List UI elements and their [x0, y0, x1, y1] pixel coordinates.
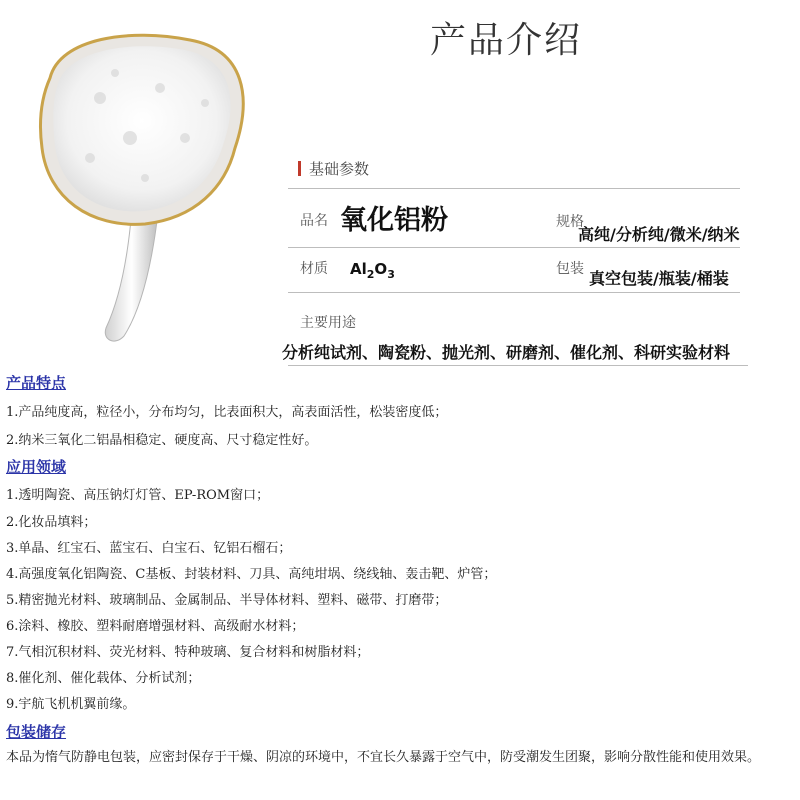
- basic-params-title: 基础参数: [309, 160, 370, 178]
- features-heading: 产品特点: [6, 374, 67, 392]
- spec-value: 高纯/分析纯/微米/纳米: [578, 225, 740, 244]
- application-item: 6.涂料、橡胶、塑料耐磨增强材料、高级耐水材料；: [6, 619, 305, 634]
- use-value: 分析纯试剂、陶瓷粉、抛光剂、研磨剂、催化剂、科研实验材料: [282, 343, 731, 362]
- divider: [288, 365, 748, 366]
- accent-bar: [298, 161, 301, 176]
- feature-item: 1.产品纯度高，粒径小，分布均匀，比表面积大，高表面活性，松装密度低；: [6, 405, 448, 420]
- applications-heading: 应用领域: [6, 458, 67, 476]
- formula-o: O: [374, 260, 388, 278]
- name-label: 品名: [300, 213, 328, 229]
- storage-text: 本品为惰气防静电包装，应密封保存于干燥、阴凉的环境中，不宜长久暴露于空气中，防受潮发生团聚，影响分散性能和使用效果。: [6, 750, 761, 765]
- formula-sub-2: 2: [366, 268, 375, 281]
- application-item: 4.高强度氧化铝陶瓷、C基板、封装材料、刀具、高纯坩埚、绕线轴、轰击靶、炉管；: [6, 567, 497, 582]
- divider: [288, 292, 740, 293]
- package-label: 包装: [556, 261, 584, 277]
- features-section: [6, 372, 796, 393]
- application-item: 2.化妆品填料；: [6, 515, 97, 530]
- product-name: 氧化铝粉: [340, 205, 448, 236]
- package-value: 真空包装/瓶装/桶装: [589, 269, 729, 288]
- page-title: 产品介绍: [430, 20, 583, 61]
- basic-params-heading: [298, 158, 369, 179]
- application-item: 7.气相沉积材料、荧光材料、特种玻璃、复合材料和树脂材料；: [6, 645, 370, 660]
- application-item: 3.单晶、红宝石、蓝宝石、白宝石、钇铝石榴石；: [6, 541, 292, 556]
- application-item: 5.精密抛光材料、玻璃制品、金属制品、半导体材料、塑料、磁带、打磨带；: [6, 593, 448, 608]
- material-formula: [350, 260, 395, 281]
- formula-al: Al: [350, 260, 367, 278]
- material-label: 材质: [300, 261, 328, 277]
- divider: [288, 188, 740, 189]
- application-item: 1.透明陶瓷、高压钠灯灯管、EP-ROM窗口；: [6, 488, 270, 503]
- storage-section: [6, 721, 796, 742]
- use-label: 主要用途: [300, 315, 356, 331]
- product-photo: [20, 18, 270, 348]
- applications-section: [6, 456, 796, 477]
- application-item: 8.催化剂、催化载体、分析试剂；: [6, 671, 201, 686]
- formula-sub-3: 3: [387, 268, 395, 281]
- spec-label: 规格: [556, 214, 584, 230]
- application-item: 9.宇航飞机机翼前缘。: [6, 697, 136, 712]
- storage-heading: 包装储存: [6, 723, 67, 741]
- feature-item: 2.纳米三氧化二铝晶相稳定、硬度高、尺寸稳定性好。: [6, 433, 318, 448]
- divider: [288, 247, 740, 248]
